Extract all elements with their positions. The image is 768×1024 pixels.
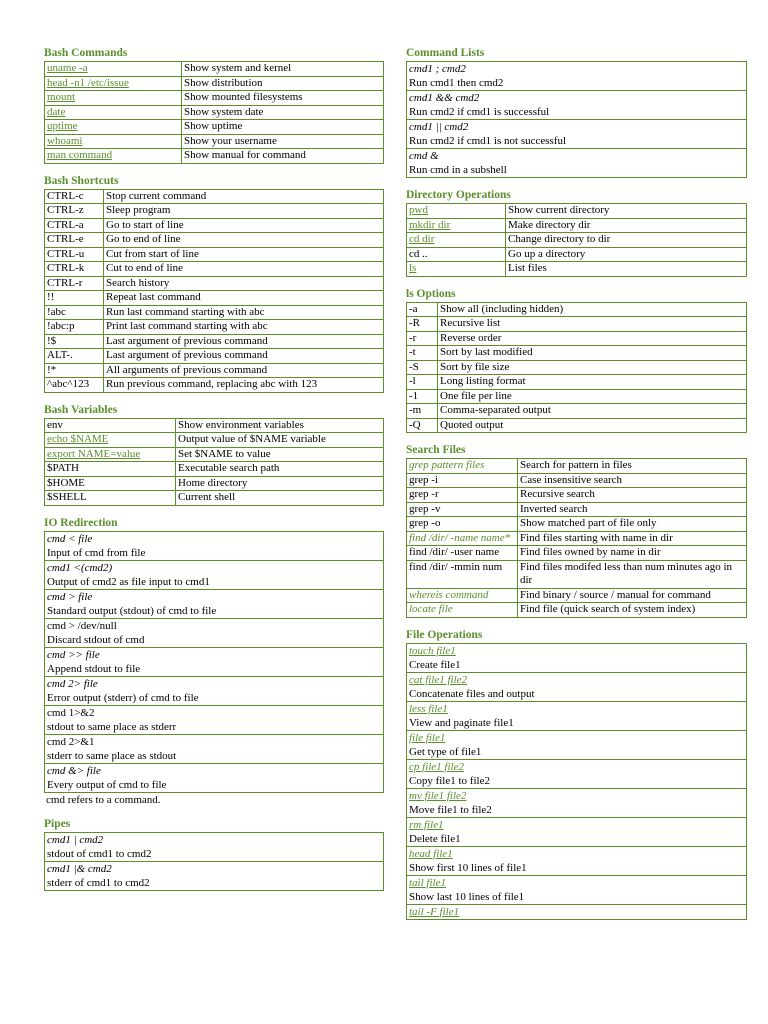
description: Last argument of previous command xyxy=(104,349,384,364)
command-link[interactable]: cp file1 file2 xyxy=(409,760,464,773)
command: cmd < file xyxy=(47,532,93,545)
table-row xyxy=(45,233,384,248)
list-item xyxy=(406,905,747,920)
description: Search history xyxy=(104,276,384,291)
description: Inverted search xyxy=(518,502,747,517)
command-link[interactable]: ls xyxy=(407,262,506,277)
command: grep -v xyxy=(407,502,518,517)
table-row xyxy=(407,603,747,618)
command: grep -o xyxy=(407,517,518,532)
description: Discard stdout of cmd xyxy=(47,633,145,646)
description: Move file1 to file2 xyxy=(409,803,492,816)
option: -r xyxy=(407,331,438,346)
table-row xyxy=(45,262,384,277)
section-title: IO Redirection xyxy=(44,516,118,529)
table-row xyxy=(407,404,747,419)
variable-command: $HOME xyxy=(45,476,176,491)
table-row xyxy=(45,447,384,462)
description: Executable search path xyxy=(176,462,384,477)
description: Quoted output xyxy=(438,418,747,433)
description: Sleep program xyxy=(104,204,384,219)
table-row xyxy=(45,76,384,91)
search-files-table xyxy=(406,458,747,618)
shortcut-key: CTRL-c xyxy=(45,189,104,204)
table-row xyxy=(45,320,384,335)
description: Input of cmd from file xyxy=(47,546,146,559)
table-row xyxy=(407,247,747,262)
command-link[interactable]: file file1 xyxy=(409,731,446,744)
list-item xyxy=(44,561,384,590)
file-operations-section xyxy=(406,628,747,920)
bash-variables-section xyxy=(44,403,384,506)
description: Go up a directory xyxy=(506,247,747,262)
description: Long listing format xyxy=(438,375,747,390)
table-row xyxy=(45,91,384,106)
table-row xyxy=(407,262,747,277)
io-redirection-section xyxy=(44,516,384,807)
option: -m xyxy=(407,404,438,419)
shortcut-key: CTRL-a xyxy=(45,218,104,233)
bash-shortcuts-section xyxy=(44,174,384,393)
section-title: Command Lists xyxy=(406,47,485,59)
table-row xyxy=(407,517,747,532)
table-row xyxy=(407,560,747,588)
description: Show current directory xyxy=(506,204,747,219)
description: Standard output (stdout) of cmd to file xyxy=(47,604,217,617)
table-row xyxy=(45,120,384,135)
file-operations-list xyxy=(406,643,747,920)
shortcut-key: CTRL-k xyxy=(45,262,104,277)
description: Run cmd in a subshell xyxy=(409,164,507,176)
description: Show first 10 lines of file1 xyxy=(409,861,527,874)
description: Show all (including hidden) xyxy=(438,302,747,317)
footnote: cmd refers to a command. xyxy=(46,793,161,806)
description: stderr to same place as stdout xyxy=(47,749,177,762)
table-row xyxy=(45,189,384,204)
description: Change directory to dir xyxy=(506,233,747,248)
table-row xyxy=(45,349,384,364)
description: Delete file1 xyxy=(409,832,461,845)
variable-command-link[interactable]: export NAME=value xyxy=(45,447,176,462)
table-row xyxy=(45,476,384,491)
variable-command: $SHELL xyxy=(45,491,176,506)
option: -S xyxy=(407,360,438,375)
description: Stop current command xyxy=(104,189,384,204)
command: find /dir/ -mmin num xyxy=(407,560,518,588)
description: Print last command starting with abc xyxy=(104,320,384,335)
list-item xyxy=(44,619,384,648)
section-title: ls Options xyxy=(406,287,456,300)
description: Show mounted filesystems xyxy=(182,91,384,106)
shortcut-key: !abc xyxy=(45,305,104,320)
command: cmd1 ; cmd2 xyxy=(409,63,466,75)
list-item xyxy=(406,673,747,702)
description: Run cmd2 if cmd1 is successful xyxy=(409,106,550,118)
variable-command: $PATH xyxy=(45,462,176,477)
table-row xyxy=(407,375,747,390)
command-link[interactable]: less file1 xyxy=(409,702,448,715)
description: Sort by file size xyxy=(438,360,747,375)
table-row xyxy=(407,588,747,603)
command: cmd1 || cmd2 xyxy=(409,121,469,133)
list-item xyxy=(44,706,384,735)
description: Append stdout to file xyxy=(47,662,141,675)
command: cmd1 <(cmd2) xyxy=(47,561,113,574)
command-link[interactable]: mount xyxy=(45,91,182,106)
description: All arguments of previous command xyxy=(104,363,384,378)
description: Home directory xyxy=(176,476,384,491)
description: Recursive search xyxy=(518,488,747,503)
description: stdout to same place as stderr xyxy=(47,720,177,733)
directory-operations-table xyxy=(406,203,747,277)
description: Sort by last modified xyxy=(438,346,747,361)
right-column xyxy=(406,46,747,930)
table-row xyxy=(407,302,747,317)
bash-variables-table xyxy=(44,418,384,506)
command: cd .. xyxy=(407,247,506,262)
description: Run cmd1 then cmd2 xyxy=(409,77,504,89)
description: Create file1 xyxy=(409,658,461,671)
table-row xyxy=(407,418,747,433)
command-link[interactable]: uptime xyxy=(45,120,182,135)
command: cmd >> file xyxy=(47,648,100,661)
description: Concatenate files and output xyxy=(409,687,535,700)
table-row xyxy=(407,360,747,375)
command-link[interactable]: locate file xyxy=(407,603,518,618)
command-link[interactable]: cat file1 file2 xyxy=(409,673,468,686)
shortcut-key: CTRL-u xyxy=(45,247,104,262)
pipes-list xyxy=(44,832,384,891)
list-item xyxy=(406,847,747,876)
section-title: Search Files xyxy=(406,444,466,456)
description: Cut from start of line xyxy=(104,247,384,262)
shortcut-key: !abc:p xyxy=(45,320,104,335)
table-row xyxy=(45,305,384,320)
list-item xyxy=(406,702,747,731)
description: Case insensitive search xyxy=(518,473,747,488)
command: cmd &> file xyxy=(47,764,101,777)
list-item xyxy=(406,818,747,847)
table-row xyxy=(407,233,747,248)
io-redirection-list xyxy=(44,531,384,793)
command-lists-list xyxy=(406,61,747,178)
pipes-section xyxy=(44,817,384,891)
description: Find files starting with name in dir xyxy=(518,531,747,546)
command-lists-section xyxy=(406,46,747,178)
section-title: Pipes xyxy=(44,817,71,830)
description: Run cmd2 if cmd1 is not successful xyxy=(409,135,567,147)
command-link[interactable]: touch file1 xyxy=(409,644,456,657)
list-item xyxy=(406,760,747,789)
command-link[interactable]: whereis command xyxy=(407,588,518,603)
command: cmd > file xyxy=(47,590,93,603)
description: Find binary / source / manual for command xyxy=(518,588,747,603)
table-row xyxy=(407,531,747,546)
section-title: Bash Shortcuts xyxy=(44,174,119,187)
table-row xyxy=(407,546,747,561)
table-row xyxy=(45,134,384,149)
description: Last argument of previous command xyxy=(104,334,384,349)
description: Copy file1 to file2 xyxy=(409,774,490,787)
table-row xyxy=(407,218,747,233)
table-row xyxy=(45,334,384,349)
shortcut-key: !$ xyxy=(45,334,104,349)
command: cmd & xyxy=(409,150,439,162)
description: Show distribution xyxy=(182,76,384,91)
shortcut-key: !* xyxy=(45,363,104,378)
list-item xyxy=(406,731,747,760)
description: Find files owned by name in dir xyxy=(518,546,747,561)
command: cmd 1>&2 xyxy=(47,706,95,719)
description: Repeat last command xyxy=(104,291,384,306)
command-link[interactable]: head -n1 /etc/issue xyxy=(45,76,182,91)
list-item xyxy=(44,648,384,677)
shortcut-key: CTRL-e xyxy=(45,233,104,248)
list-item xyxy=(44,590,384,619)
ls-options-section xyxy=(406,287,747,434)
description: Find file (quick search of system index) xyxy=(518,603,747,618)
description: Reverse order xyxy=(438,331,747,346)
description: Current shell xyxy=(176,491,384,506)
list-item xyxy=(406,789,747,818)
bash-commands-table xyxy=(44,61,384,164)
description: Recursive list xyxy=(438,317,747,332)
description: View and paginate file1 xyxy=(409,716,514,729)
list-item xyxy=(406,91,747,120)
command: cmd 2> file xyxy=(47,677,98,690)
option: -1 xyxy=(407,389,438,404)
description: Show matched part of file only xyxy=(518,517,747,532)
table-row xyxy=(45,149,384,164)
list-item xyxy=(44,764,384,793)
shortcut-key: ALT-. xyxy=(45,349,104,364)
description: Output value of $NAME variable xyxy=(176,433,384,448)
command: grep -i xyxy=(407,473,518,488)
command: cmd 2>&1 xyxy=(47,735,95,748)
description: Make directory dir xyxy=(506,218,747,233)
bash-commands-section xyxy=(44,46,384,164)
list-item xyxy=(406,643,747,673)
command-link[interactable]: date xyxy=(45,105,182,120)
command-link[interactable]: find /dir/ -name name* xyxy=(407,531,518,546)
table-row xyxy=(407,459,747,474)
list-item xyxy=(406,120,747,149)
option: -Q xyxy=(407,418,438,433)
description: Comma-separated output xyxy=(438,404,747,419)
command-link[interactable]: whoami xyxy=(45,134,182,149)
command-link[interactable]: mv file1 file2 xyxy=(409,789,467,802)
table-row xyxy=(45,204,384,219)
table-row xyxy=(407,346,747,361)
table-row xyxy=(45,433,384,448)
description: Output of cmd2 as file input to cmd1 xyxy=(47,575,210,588)
table-row xyxy=(407,473,747,488)
command: cmd1 | cmd2 xyxy=(47,833,104,846)
list-item xyxy=(44,862,384,891)
command-link[interactable]: uname -a xyxy=(45,62,182,77)
section-title: Bash Variables xyxy=(44,403,118,416)
description: Show uptime xyxy=(182,120,384,135)
description: Show system and kernel xyxy=(182,62,384,77)
command-link[interactable]: pwd xyxy=(407,204,506,219)
command: cmd > /dev/null xyxy=(47,619,117,632)
table-row xyxy=(45,291,384,306)
command-link[interactable]: cd dir xyxy=(407,233,506,248)
command: find /dir/ -user name xyxy=(407,546,518,561)
table-row xyxy=(45,378,384,393)
left-column xyxy=(44,46,384,901)
option: -a xyxy=(407,302,438,317)
section-title: Bash Commands xyxy=(44,47,128,59)
table-row xyxy=(45,105,384,120)
list-item xyxy=(44,735,384,764)
table-row xyxy=(45,218,384,233)
description: Get type of file1 xyxy=(409,745,482,758)
description: Error output (stderr) of cmd to file xyxy=(47,691,199,704)
command-link[interactable]: head file1 xyxy=(409,847,453,860)
bash-shortcuts-table xyxy=(44,189,384,393)
list-item xyxy=(44,832,384,862)
shortcut-key: CTRL-r xyxy=(45,276,104,291)
description: Show your username xyxy=(182,134,384,149)
list-item xyxy=(406,149,747,178)
description: Run previous command, replacing abc with 123 xyxy=(104,378,384,393)
description: Show manual for command xyxy=(182,149,384,164)
table-row xyxy=(45,418,384,433)
command-link[interactable]: tail file1 xyxy=(409,876,446,889)
description: Every output of cmd to file xyxy=(47,778,167,791)
description: List files xyxy=(506,262,747,277)
description: Show last 10 lines of file1 xyxy=(409,890,525,903)
option: -t xyxy=(407,346,438,361)
table-row xyxy=(407,502,747,517)
command: cmd1 && cmd2 xyxy=(409,92,480,104)
section-title: Directory Operations xyxy=(406,189,511,201)
list-item xyxy=(44,531,384,561)
list-item xyxy=(44,677,384,706)
variable-command: env xyxy=(45,418,176,433)
description: Go to start of line xyxy=(104,218,384,233)
description: Set $NAME to value xyxy=(176,447,384,462)
command-link[interactable]: grep pattern files xyxy=(407,459,518,474)
command: grep -r xyxy=(407,488,518,503)
table-row xyxy=(407,331,747,346)
table-row xyxy=(45,491,384,506)
shortcut-key: !! xyxy=(45,291,104,306)
command-link[interactable]: rm file1 xyxy=(409,818,444,831)
directory-operations-section xyxy=(406,188,747,277)
table-row xyxy=(407,488,747,503)
description: Search for pattern in files xyxy=(518,459,747,474)
option: -R xyxy=(407,317,438,332)
list-item xyxy=(406,876,747,905)
table-row xyxy=(407,204,747,219)
description: Show system date xyxy=(182,105,384,120)
table-row xyxy=(45,247,384,262)
description: One file per line xyxy=(438,389,747,404)
table-row xyxy=(45,276,384,291)
command: cmd1 |& cmd2 xyxy=(47,862,112,875)
shortcut-key: CTRL-z xyxy=(45,204,104,219)
option: -l xyxy=(407,375,438,390)
description: Cut to end of line xyxy=(104,262,384,277)
description: Run last command starting with abc xyxy=(104,305,384,320)
description: stderr of cmd1 to cmd2 xyxy=(47,876,150,889)
shortcut-key: ^abc^123 xyxy=(45,378,104,393)
command-link[interactable]: mkdir dir xyxy=(407,218,506,233)
table-row xyxy=(45,62,384,77)
table-row xyxy=(407,389,747,404)
description: Go to end of line xyxy=(104,233,384,248)
search-files-section xyxy=(406,443,747,618)
command-link[interactable]: tail -F file1 xyxy=(409,905,460,918)
table-row xyxy=(45,462,384,477)
description: Find files modifed less than num minutes ago in dir xyxy=(518,560,747,588)
list-item xyxy=(406,61,747,91)
table-row xyxy=(407,317,747,332)
description: stdout of cmd1 to cmd2 xyxy=(47,847,152,860)
command-link[interactable]: man command xyxy=(45,149,182,164)
section-title: File Operations xyxy=(406,628,483,641)
table-row xyxy=(45,363,384,378)
ls-options-table xyxy=(406,302,747,434)
variable-command-link[interactable]: echo $NAME xyxy=(45,433,176,448)
description: Show environment variables xyxy=(176,418,384,433)
